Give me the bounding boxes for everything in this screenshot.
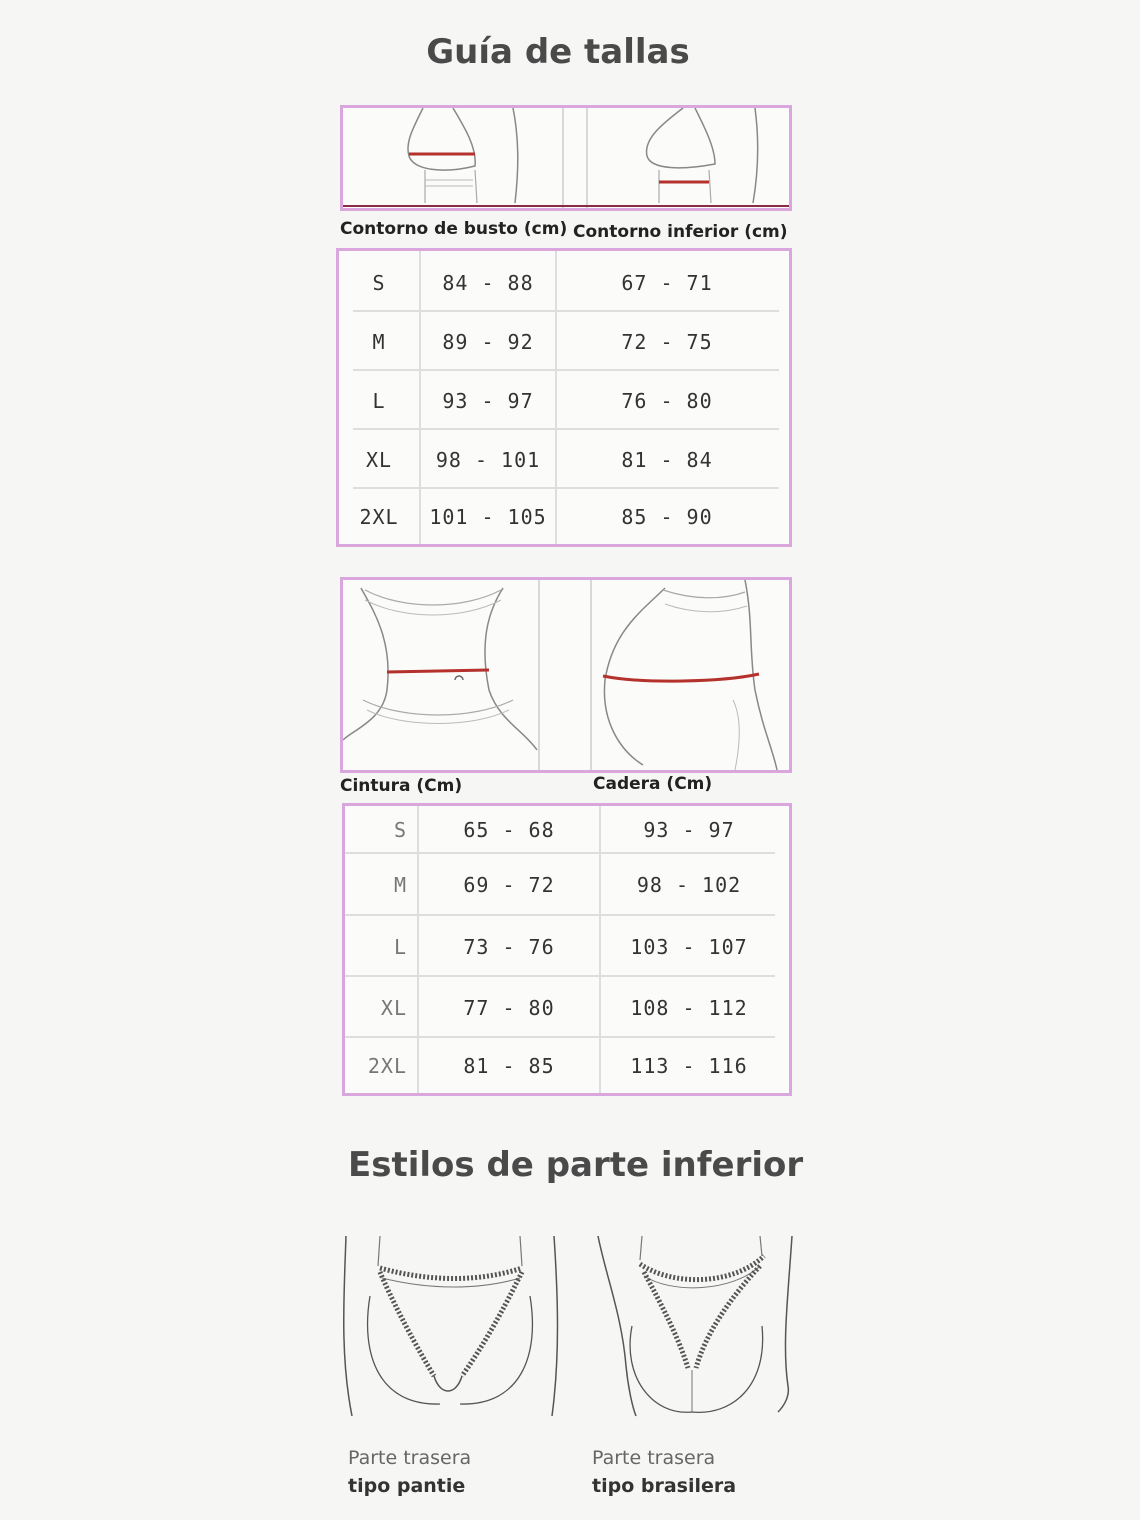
waist-cell: 77 - 80 [463, 995, 555, 1020]
hip-cell: 108 - 112 [630, 995, 748, 1020]
bust-measure-icon [343, 108, 789, 208]
caption-line: Parte trasera [592, 1447, 716, 1469]
waist-cell: 69 - 72 [463, 873, 555, 897]
hip-cell: 98 - 102 [636, 873, 742, 897]
underbust-cell: 67 - 71 [621, 270, 713, 295]
brasilera-caption [592, 1444, 736, 1500]
waist-cell: 81 - 85 [463, 1053, 555, 1078]
underbust-label: Contorno inferior (cm) [573, 222, 788, 242]
hip-cell: 103 - 107 [630, 934, 748, 959]
caption-style-name: tipo brasilera [592, 1475, 737, 1497]
size-cell: XL [365, 447, 393, 472]
caption-style-name: tipo pantie [348, 1475, 466, 1497]
pantie-back-icon [340, 1236, 560, 1422]
brasilera-back-icon [592, 1236, 797, 1422]
table-row [345, 977, 789, 1038]
bottom-size-table [342, 803, 792, 1096]
underbust-cell: 76 - 80 [621, 388, 713, 413]
size-cell: M [372, 329, 386, 354]
size-cell: S [372, 270, 386, 295]
waist-hip-illustration [340, 577, 792, 773]
styles-title: Estilos de parte inferior [348, 1145, 804, 1185]
table-row [345, 806, 789, 854]
pantie-back-illustration [340, 1236, 560, 1422]
size-cell: S [393, 818, 407, 842]
table-row [339, 312, 789, 371]
bust-cell: 84 - 88 [442, 270, 534, 295]
underbust-cell: 72 - 75 [621, 329, 713, 354]
size-cell: L [393, 934, 407, 959]
underbust-cell: 81 - 84 [621, 447, 713, 472]
table-row [345, 854, 789, 916]
table-row [345, 916, 789, 977]
waist-cell: 73 - 76 [463, 934, 555, 959]
top-size-table [336, 248, 792, 547]
bust-label: Contorno de busto (cm) [340, 219, 568, 239]
bust-cell: 89 - 92 [442, 329, 534, 354]
caption-line: Parte trasera [348, 1447, 472, 1469]
bust-cell: 101 - 105 [429, 504, 547, 529]
pantie-caption [348, 1444, 471, 1500]
table-row [339, 371, 789, 430]
waist-hip-measure-icon [343, 580, 789, 770]
size-cell: L [372, 388, 386, 413]
hip-cell: 113 - 116 [630, 1053, 748, 1078]
table-row [339, 430, 789, 489]
size-cell: 2XL [367, 1053, 407, 1078]
size-cell: 2XL [359, 504, 399, 529]
size-cell: XL [380, 995, 407, 1020]
table-row [339, 253, 789, 312]
waist-label: Cintura (Cm) [340, 776, 463, 796]
table-row [345, 1038, 789, 1093]
size-cell: M [393, 873, 407, 897]
table-row [339, 489, 789, 544]
hip-cell: 93 - 97 [643, 818, 735, 842]
bust-cell: 98 - 101 [435, 447, 541, 472]
page-title: Guía de tallas [426, 32, 690, 72]
bust-illustration [340, 105, 792, 211]
brasilera-back-illustration [592, 1236, 797, 1422]
hip-label: Cadera (Cm) [593, 774, 713, 794]
bust-cell: 93 - 97 [442, 388, 534, 413]
waist-cell: 65 - 68 [463, 818, 555, 842]
underbust-cell: 85 - 90 [621, 504, 713, 529]
